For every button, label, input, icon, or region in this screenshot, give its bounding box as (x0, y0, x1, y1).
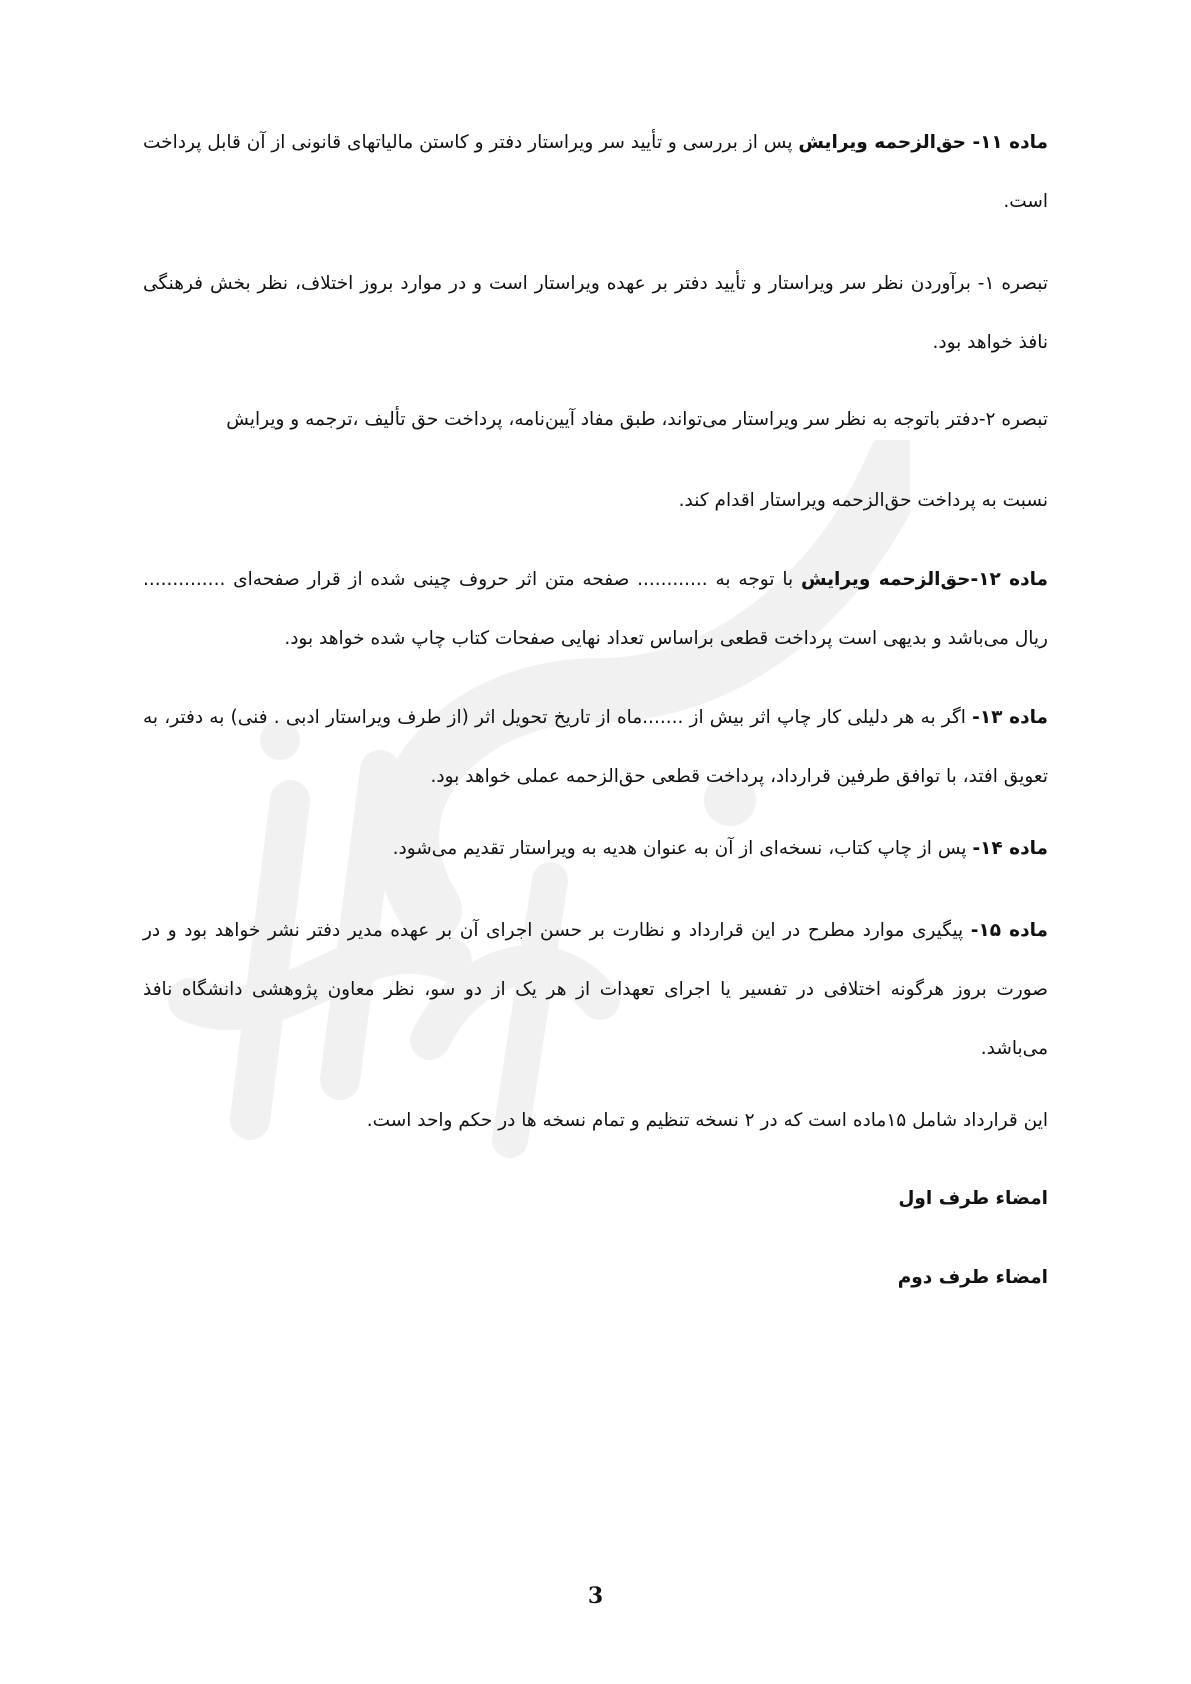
signature-party-1: امضاء طرف اول (898, 1188, 1048, 1209)
article-12-label: ماده ۱۲-حق‌الزحمه ویرایش (800, 569, 1048, 590)
note-2-text-2: نسبت به پرداخت حق‌الزحمه ویراستار اقدام کند. (678, 490, 1048, 511)
article-14 (143, 819, 1048, 878)
note-2-text-1: تبصره ۲-دفتر باتوجه به نظر سر ویراستار می‌تواند، طبق مفاد آیین‌نامه، پرداخت حق تألیف ،ترجمه و ویرایش (226, 409, 1048, 430)
article-12-text: با توجه به ............ صفحه متن اثر حروف چینی شده از قرار صفحه‌ای .............. ریال می‌باشد و بدیهی است پرداخت قطعی براساس تعداد نهایی صفحات کتاب چاپ شده خواهد بود. (143, 569, 1048, 649)
article-11-text: پس از بررسی و تأیید سر ویراستار دفتر و کاستن مالیاتهای قانونی از آن قابل پرداخت است. (143, 132, 1048, 212)
article-13-label: ماده ۱۳- (972, 707, 1048, 728)
note-1-text: تبصره ۱- برآوردن نظر سر ویراستار و تأیید دفتر بر عهده ویراستار است و در موارد بروز اختلاف، نظر بخش فرهنگی نافذ خواهد بود. (143, 273, 1048, 353)
article-13 (143, 688, 1048, 806)
article-11 (143, 113, 1048, 231)
article-13-text: اگر به هر دلیلی کار چاپ اثر بیش از .......ماه از تاریخ تحویل اثر (از طرف ویراستار ادبی . فنی) به دفتر، به تعویق افتد، با توافق طرفین قرارداد، پرداخت قطعی حق‌الزحمه عملی خواهد بود. (143, 707, 1048, 787)
article-15-label: ماده ۱۵- (970, 920, 1048, 941)
signature-party-2: امضاء طرف دوم (897, 1267, 1048, 1288)
note-1 (143, 254, 1048, 372)
article-14-label: ماده ۱۴- (972, 838, 1048, 859)
article-15-text: پیگیری موارد مطرح در این قرارداد و نظارت بر حسن اجرای آن بر عهده مدیر دفتر نشر خواهد بود و در صورت بروز هرگونه اختلافی در تفسیر یا اجرای تعهدات از هر یک از دو سو، نظر معاون پژوهشی دانشگاه نافذ می‌باشد. (143, 920, 1048, 1059)
article-14-text: پس از چاپ کتاب، نسخه‌ای از آن به عنوان هدیه به ویراستار تقدیم می‌شود. (392, 838, 967, 859)
article-12 (143, 550, 1048, 668)
article-15 (143, 901, 1048, 1078)
closing-text: این قرارداد شامل ۱۵ماده است که در ۲ نسخه تنظیم و تمام نسخه ها در حکم واحد است. (366, 1110, 1048, 1131)
article-11-label: ماده ۱۱- حق‌الزحمه ویرایش (798, 132, 1049, 153)
document-page (143, 0, 1048, 1684)
page-number: 3 (587, 1583, 604, 1609)
note-2-line-1 (143, 390, 1048, 449)
note-2-line-2 (143, 471, 1048, 530)
closing-statement (143, 1091, 1048, 1150)
